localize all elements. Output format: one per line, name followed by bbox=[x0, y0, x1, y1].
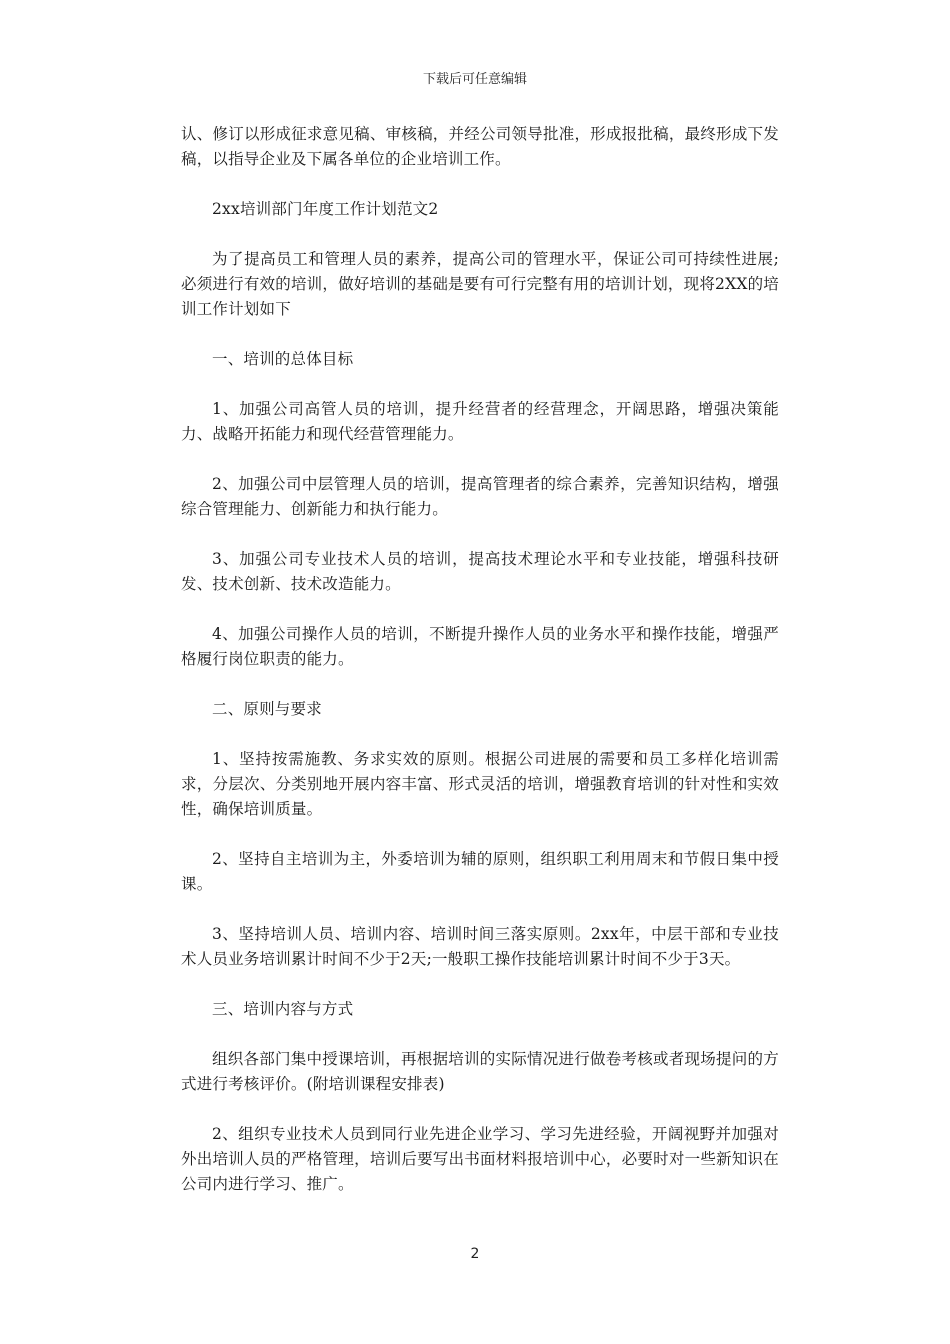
paragraph-principle-2: 2、坚持自主培训为主，外委培训为辅的原则，组织职工利用周末和节假日集中授课。 bbox=[181, 850, 779, 893]
section-title: 2xx培训部门年度工作计划范文2 bbox=[212, 200, 439, 218]
paragraph-method-2: 2、组织专业技术人员到同行业先进企业学习、学习先进经验，开阔视野并加强对外出培训人员的严格管理，培训后要写出书面材料报培训中心，必要时对一些新知识在公司内进行学习、推广。 bbox=[181, 1125, 779, 1193]
heading-overall-goals: 一、培训的总体目标 bbox=[212, 350, 354, 368]
document-body bbox=[181, 122, 779, 1222]
paragraph-intro: 为了提高员工和管理人员的素养，提高公司的管理水平，保证公司可持续性进展;必须进行有效的培训，做好培训的基础是要有可行完整有用的培训计划，现将2XX的培训工作计划如下 bbox=[181, 250, 779, 318]
paragraph-method-1: 组织各部门集中授课培训，再根据培训的实际情况进行做卷考核或者现场提问的方式进行考核评价。(附培训课程安排表) bbox=[181, 1050, 779, 1093]
paragraph-goal-1: 1、加强公司高管人员的培训，提升经营者的经营理念，开阔思路，增强决策能力、战略开拓能力和现代经营管理能力。 bbox=[181, 400, 779, 443]
page-header: 下载后可任意编辑 bbox=[422, 72, 527, 87]
heading-content-methods: 三、培训内容与方式 bbox=[212, 1000, 354, 1018]
paragraph-principle-1: 1、坚持按需施教、务求实效的原则。根据公司进展的需要和员工多样化培训需求，分层次、分类别地开展内容丰富、形式灵活的培训，增强教育培训的针对性和实效性，确保培训质量。 bbox=[181, 750, 779, 818]
heading-principles: 二、原则与要求 bbox=[212, 700, 322, 718]
paragraph-goal-4: 4、加强公司操作人员的培训，不断提升操作人员的业务水平和操作技能，增强严格履行岗位职责的能力。 bbox=[181, 625, 779, 668]
paragraph-continuation: 认、修订以形成征求意见稿、审核稿，并经公司领导批准，形成报批稿，最终形成下发稿，以指导企业及下属各单位的企业培训工作。 bbox=[181, 125, 779, 168]
page-number: 2 bbox=[470, 1246, 480, 1262]
paragraph-goal-2: 2、加强公司中层管理人员的培训，提高管理者的综合素养，完善知识结构，增强综合管理能力、创新能力和执行能力。 bbox=[181, 475, 779, 518]
paragraph-principle-3: 3、坚持培训人员、培训内容、培训时间三落实原则。2xx年，中层干部和专业技术人员业务培训累计时间不少于2天;一般职工操作技能培训累计时间不少于3天。 bbox=[181, 925, 779, 968]
paragraph-goal-3: 3、加强公司专业技术人员的培训，提高技术理论水平和专业技能，增强科技研发、技术创新、技术改造能力。 bbox=[181, 550, 779, 593]
